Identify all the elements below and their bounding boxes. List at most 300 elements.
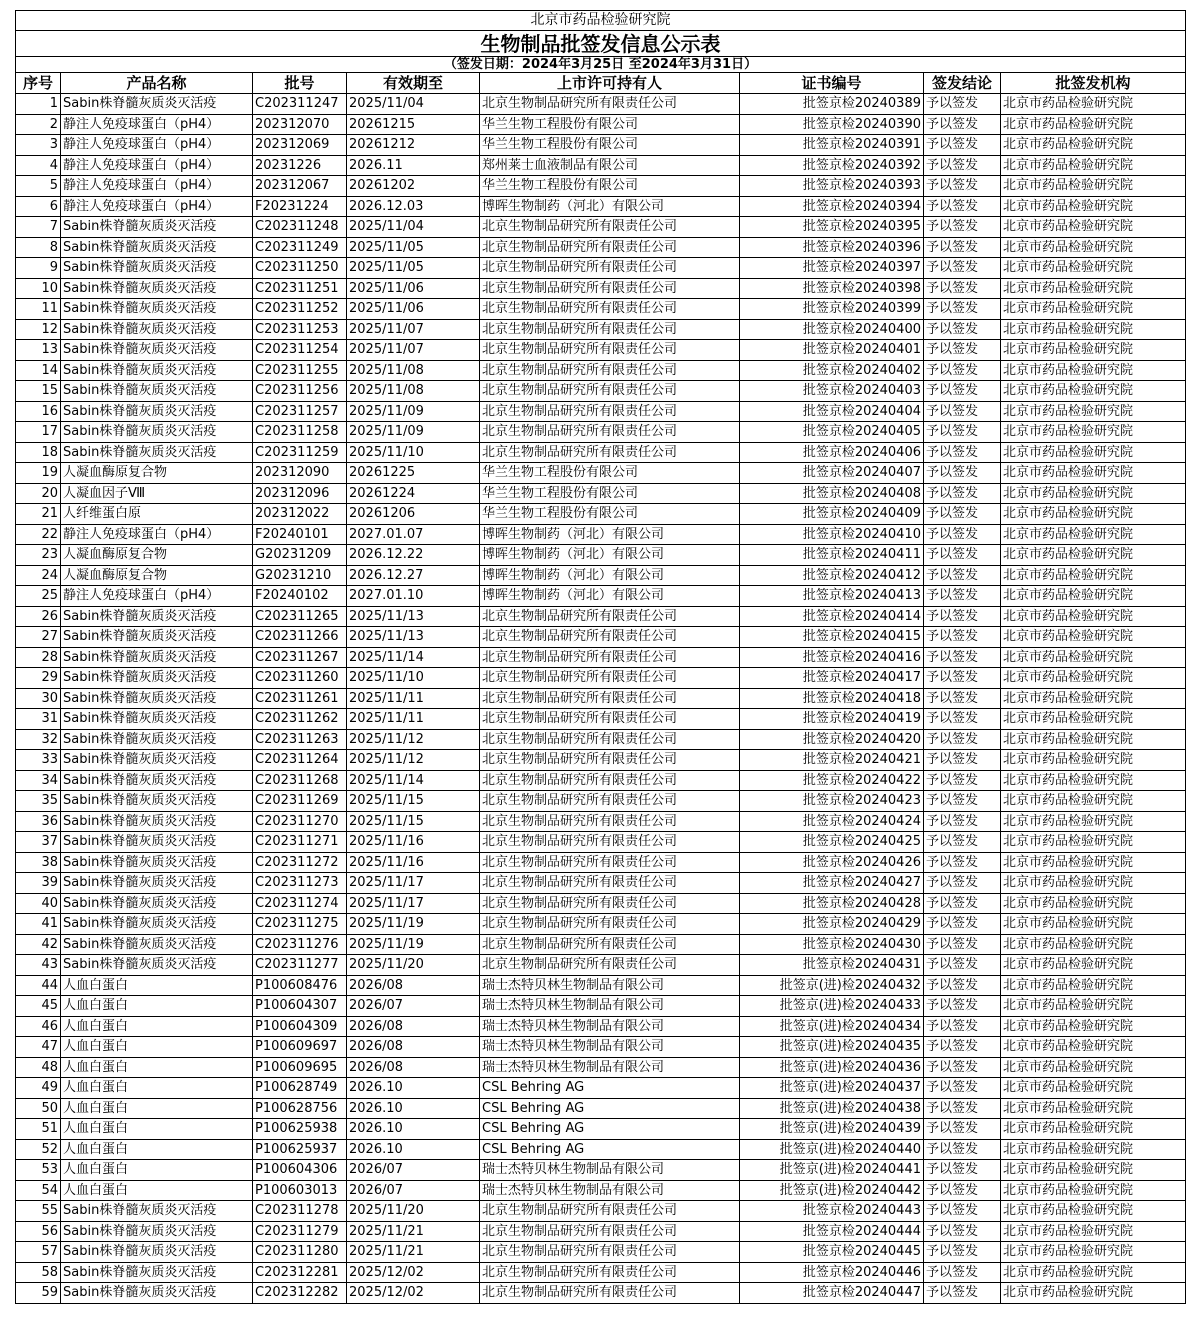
conclusion: 予以签发 <box>924 873 1001 894</box>
conclusion: 予以签发 <box>924 94 1001 115</box>
batch-number: G20231209 <box>253 545 347 566</box>
license-holder: 北京生物制品研究所有限责任公司 <box>480 770 740 791</box>
license-holder: 瑞士杰特贝林生物制品有限公司 <box>480 1180 740 1201</box>
table-row <box>16 729 1186 750</box>
table-row <box>16 196 1186 217</box>
conclusion: 予以签发 <box>924 1098 1001 1119</box>
license-holder: 华兰生物工程股份有限公司 <box>480 463 740 484</box>
product-name: Sabin株脊髓灰质炎灭活疫 <box>61 873 253 894</box>
expiry-date: 2025/11/14 <box>347 770 480 791</box>
serial-number: 12 <box>16 319 61 340</box>
license-holder: 瑞士杰特贝林生物制品有限公司 <box>480 1037 740 1058</box>
issuing-agency: 北京市药品检验研究院 <box>1001 565 1186 586</box>
table-row <box>16 299 1186 320</box>
certificate-number: 批签京检20240420 <box>740 729 924 750</box>
conclusion: 予以签发 <box>924 360 1001 381</box>
product-name: 静注人免疫球蛋白（pH4） <box>61 114 253 135</box>
header-expiry: 有效期至 <box>347 73 480 94</box>
certificate-number: 批签京检20240430 <box>740 934 924 955</box>
batch-number: 202312067 <box>253 176 347 197</box>
issuing-agency: 北京市药品检验研究院 <box>1001 709 1186 730</box>
conclusion: 予以签发 <box>924 627 1001 648</box>
conclusion: 予以签发 <box>924 176 1001 197</box>
table-row <box>16 893 1186 914</box>
issuing-agency: 北京市药品检验研究院 <box>1001 504 1186 525</box>
serial-number: 41 <box>16 914 61 935</box>
batch-number: P100628756 <box>253 1098 347 1119</box>
batch-number: P100608476 <box>253 975 347 996</box>
expiry-date: 2025/11/13 <box>347 606 480 627</box>
conclusion: 予以签发 <box>924 504 1001 525</box>
product-name: Sabin株脊髓灰质炎灭活疫 <box>61 258 253 279</box>
license-holder: 北京生物制品研究所有限责任公司 <box>480 873 740 894</box>
product-name: Sabin株脊髓灰质炎灭活疫 <box>61 770 253 791</box>
conclusion: 予以签发 <box>924 1037 1001 1058</box>
batch-number: 202312022 <box>253 504 347 525</box>
table-row <box>16 524 1186 545</box>
license-holder: 北京生物制品研究所有限责任公司 <box>480 832 740 853</box>
batch-number: C202311268 <box>253 770 347 791</box>
expiry-date: 2026.10 <box>347 1098 480 1119</box>
product-name: Sabin株脊髓灰质炎灭活疫 <box>61 299 253 320</box>
product-name: 人血白蛋白 <box>61 1139 253 1160</box>
license-holder: 博晖生物制药（河北）有限公司 <box>480 196 740 217</box>
expiry-date: 2025/11/11 <box>347 709 480 730</box>
issuing-agency: 北京市药品检验研究院 <box>1001 996 1186 1017</box>
license-holder: 北京生物制品研究所有限责任公司 <box>480 647 740 668</box>
batch-number: P100604309 <box>253 1016 347 1037</box>
serial-number: 44 <box>16 975 61 996</box>
serial-number: 39 <box>16 873 61 894</box>
conclusion: 予以签发 <box>924 114 1001 135</box>
issuing-agency: 北京市药品检验研究院 <box>1001 483 1186 504</box>
expiry-date: 2026/08 <box>347 1016 480 1037</box>
serial-number: 4 <box>16 155 61 176</box>
conclusion: 予以签发 <box>924 565 1001 586</box>
license-holder: 瑞士杰特贝林生物制品有限公司 <box>480 1057 740 1078</box>
certificate-number: 批签京检20240415 <box>740 627 924 648</box>
batch-number: P100604306 <box>253 1160 347 1181</box>
conclusion: 予以签发 <box>924 1221 1001 1242</box>
license-holder: 北京生物制品研究所有限责任公司 <box>480 750 740 771</box>
conclusion: 予以签发 <box>924 1119 1001 1140</box>
product-name: 人血白蛋白 <box>61 1119 253 1140</box>
certificate-number: 批签京检20240444 <box>740 1221 924 1242</box>
conclusion: 予以签发 <box>924 647 1001 668</box>
serial-number: 52 <box>16 1139 61 1160</box>
conclusion: 予以签发 <box>924 155 1001 176</box>
certificate-number: 批签京(进)检20240439 <box>740 1119 924 1140</box>
table-row <box>16 1098 1186 1119</box>
table-row <box>16 1160 1186 1181</box>
batch-number: C202311261 <box>253 688 347 709</box>
expiry-date: 2025/11/13 <box>347 627 480 648</box>
table-row <box>16 135 1186 156</box>
batch-number: P100609695 <box>253 1057 347 1078</box>
table-row <box>16 381 1186 402</box>
header-product-name: 产品名称 <box>61 73 253 94</box>
serial-number: 3 <box>16 135 61 156</box>
table-row <box>16 1180 1186 1201</box>
serial-number: 30 <box>16 688 61 709</box>
conclusion: 予以签发 <box>924 299 1001 320</box>
license-holder: 北京生物制品研究所有限责任公司 <box>480 627 740 648</box>
issuing-agency: 北京市药品检验研究院 <box>1001 852 1186 873</box>
table-row <box>16 360 1186 381</box>
issuing-agency: 北京市药品检验研究院 <box>1001 524 1186 545</box>
batch-number: C202311253 <box>253 319 347 340</box>
batch-number: C202311263 <box>253 729 347 750</box>
serial-number: 34 <box>16 770 61 791</box>
product-name: Sabin株脊髓灰质炎灭活疫 <box>61 914 253 935</box>
expiry-date: 2025/11/06 <box>347 299 480 320</box>
batch-number: C202311257 <box>253 401 347 422</box>
batch-number: C202311251 <box>253 278 347 299</box>
conclusion: 予以签发 <box>924 135 1001 156</box>
issuing-agency: 北京市药品检验研究院 <box>1001 237 1186 258</box>
issuing-agency: 北京市药品检验研究院 <box>1001 1098 1186 1119</box>
batch-number: C202311262 <box>253 709 347 730</box>
serial-number: 47 <box>16 1037 61 1058</box>
batch-number: C202311249 <box>253 237 347 258</box>
serial-number: 37 <box>16 832 61 853</box>
expiry-date: 2025/11/21 <box>347 1242 480 1263</box>
table-row <box>16 1242 1186 1263</box>
certificate-number: 批签京检20240394 <box>740 196 924 217</box>
conclusion: 予以签发 <box>924 1139 1001 1160</box>
certificate-number: 批签京检20240392 <box>740 155 924 176</box>
issuing-agency: 北京市药品检验研究院 <box>1001 217 1186 238</box>
product-name: 人血白蛋白 <box>61 1160 253 1181</box>
batch-number: C202311267 <box>253 647 347 668</box>
serial-number: 20 <box>16 483 61 504</box>
table-row <box>16 1016 1186 1037</box>
table-row <box>16 750 1186 771</box>
serial-number: 8 <box>16 237 61 258</box>
table-row <box>16 1262 1186 1283</box>
conclusion: 予以签发 <box>924 483 1001 504</box>
expiry-date: 2025/11/15 <box>347 791 480 812</box>
license-holder: 北京生物制品研究所有限责任公司 <box>480 278 740 299</box>
header-certificate-number: 证书编号 <box>740 73 924 94</box>
table-row <box>16 873 1186 894</box>
conclusion: 予以签发 <box>924 996 1001 1017</box>
table-row <box>16 1283 1186 1304</box>
expiry-date: 2025/11/16 <box>347 832 480 853</box>
serial-number: 27 <box>16 627 61 648</box>
certificate-number: 批签京检20240404 <box>740 401 924 422</box>
license-holder: 华兰生物工程股份有限公司 <box>480 483 740 504</box>
product-name: 人血白蛋白 <box>61 996 253 1017</box>
certificate-number: 批签京(进)检20240438 <box>740 1098 924 1119</box>
expiry-date: 20261215 <box>347 114 480 135</box>
expiry-date: 20261202 <box>347 176 480 197</box>
product-name: Sabin株脊髓灰质炎灭活疫 <box>61 401 253 422</box>
certificate-number: 批签京(进)检20240437 <box>740 1078 924 1099</box>
conclusion: 予以签发 <box>924 1180 1001 1201</box>
issuing-agency: 北京市药品检验研究院 <box>1001 176 1186 197</box>
serial-number: 42 <box>16 934 61 955</box>
product-name: Sabin株脊髓灰质炎灭活疫 <box>61 237 253 258</box>
issuing-agency: 北京市药品检验研究院 <box>1001 750 1186 771</box>
license-holder: 北京生物制品研究所有限责任公司 <box>480 1201 740 1222</box>
product-name: Sabin株脊髓灰质炎灭活疫 <box>61 627 253 648</box>
expiry-date: 2025/11/08 <box>347 360 480 381</box>
license-holder: 北京生物制品研究所有限责任公司 <box>480 606 740 627</box>
license-holder: 北京生物制品研究所有限责任公司 <box>480 688 740 709</box>
product-name: 静注人免疫球蛋白（pH4） <box>61 586 253 607</box>
release-info-table <box>15 10 1186 1304</box>
serial-number: 6 <box>16 196 61 217</box>
certificate-number: 批签京检20240416 <box>740 647 924 668</box>
table-row <box>16 422 1186 443</box>
table-row <box>16 217 1186 238</box>
batch-number: C202311279 <box>253 1221 347 1242</box>
license-holder: 北京生物制品研究所有限责任公司 <box>480 1283 740 1304</box>
table-row <box>16 586 1186 607</box>
conclusion: 予以签发 <box>924 196 1001 217</box>
serial-number: 53 <box>16 1160 61 1181</box>
serial-number: 56 <box>16 1221 61 1242</box>
certificate-number: 批签京检20240445 <box>740 1242 924 1263</box>
issuing-agency: 北京市药品检验研究院 <box>1001 873 1186 894</box>
column-header-row <box>16 73 1186 94</box>
serial-number: 57 <box>16 1242 61 1263</box>
conclusion: 予以签发 <box>924 770 1001 791</box>
certificate-number: 批签京检20240406 <box>740 442 924 463</box>
license-holder: 北京生物制品研究所有限责任公司 <box>480 442 740 463</box>
expiry-date: 2027.01.10 <box>347 586 480 607</box>
table-row <box>16 94 1186 115</box>
serial-number: 59 <box>16 1283 61 1304</box>
issuing-agency: 北京市药品检验研究院 <box>1001 647 1186 668</box>
expiry-date: 2025/11/05 <box>347 237 480 258</box>
expiry-date: 2026/07 <box>347 996 480 1017</box>
expiry-date: 2025/11/14 <box>347 647 480 668</box>
conclusion: 予以签发 <box>924 811 1001 832</box>
batch-number: C202311272 <box>253 852 347 873</box>
serial-number: 25 <box>16 586 61 607</box>
serial-number: 24 <box>16 565 61 586</box>
issuing-agency: 北京市药品检验研究院 <box>1001 299 1186 320</box>
issuing-agency: 北京市药品检验研究院 <box>1001 688 1186 709</box>
product-name: 人纤维蛋白原 <box>61 504 253 525</box>
product-name: 人凝血酶原复合物 <box>61 565 253 586</box>
license-holder: 博晖生物制药（河北）有限公司 <box>480 586 740 607</box>
serial-number: 17 <box>16 422 61 443</box>
product-name: Sabin株脊髓灰质炎灭活疫 <box>61 442 253 463</box>
expiry-date: 2025/11/09 <box>347 401 480 422</box>
serial-number: 22 <box>16 524 61 545</box>
product-name: Sabin株脊髓灰质炎灭活疫 <box>61 668 253 689</box>
issuing-agency: 北京市药品检验研究院 <box>1001 627 1186 648</box>
serial-number: 11 <box>16 299 61 320</box>
table-row <box>16 504 1186 525</box>
table-row <box>16 237 1186 258</box>
conclusion: 予以签发 <box>924 750 1001 771</box>
certificate-number: 批签京检20240424 <box>740 811 924 832</box>
conclusion: 予以签发 <box>924 545 1001 566</box>
issuing-agency: 北京市药品检验研究院 <box>1001 340 1186 361</box>
issuing-agency: 北京市药品检验研究院 <box>1001 1283 1186 1304</box>
license-holder: 博晖生物制药（河北）有限公司 <box>480 565 740 586</box>
expiry-date: 2025/11/10 <box>347 668 480 689</box>
issuing-agency: 北京市药品检验研究院 <box>1001 422 1186 443</box>
batch-number: C202311255 <box>253 360 347 381</box>
serial-number: 2 <box>16 114 61 135</box>
license-holder: 北京生物制品研究所有限责任公司 <box>480 237 740 258</box>
product-name: 静注人免疫球蛋白（pH4） <box>61 135 253 156</box>
serial-number: 38 <box>16 852 61 873</box>
header-serial: 序号 <box>16 73 61 94</box>
license-holder: 瑞士杰特贝林生物制品有限公司 <box>480 1016 740 1037</box>
serial-number: 54 <box>16 1180 61 1201</box>
license-holder: 瑞士杰特贝林生物制品有限公司 <box>480 975 740 996</box>
product-name: 人血白蛋白 <box>61 1057 253 1078</box>
expiry-date: 2025/11/09 <box>347 422 480 443</box>
product-name: Sabin株脊髓灰质炎灭活疫 <box>61 852 253 873</box>
certificate-number: 批签京检20240393 <box>740 176 924 197</box>
issuing-agency: 北京市药品检验研究院 <box>1001 463 1186 484</box>
serial-number: 13 <box>16 340 61 361</box>
expiry-date: 2025/12/02 <box>347 1262 480 1283</box>
table-row <box>16 483 1186 504</box>
conclusion: 予以签发 <box>924 688 1001 709</box>
product-name: 静注人免疫球蛋白（pH4） <box>61 196 253 217</box>
conclusion: 予以签发 <box>924 463 1001 484</box>
license-holder: CSL Behring AG <box>480 1098 740 1119</box>
conclusion: 予以签发 <box>924 258 1001 279</box>
batch-number: P100625937 <box>253 1139 347 1160</box>
expiry-date: 20261225 <box>347 463 480 484</box>
certificate-number: 批签京检20240428 <box>740 893 924 914</box>
table-row <box>16 914 1186 935</box>
product-name: Sabin株脊髓灰质炎灭活疫 <box>61 278 253 299</box>
product-name: 人血白蛋白 <box>61 1098 253 1119</box>
conclusion: 予以签发 <box>924 893 1001 914</box>
batch-number: 202312090 <box>253 463 347 484</box>
certificate-number: 批签京检20240401 <box>740 340 924 361</box>
batch-number: C202311265 <box>253 606 347 627</box>
batch-number: C202311269 <box>253 791 347 812</box>
table-row <box>16 1057 1186 1078</box>
license-holder: CSL Behring AG <box>480 1139 740 1160</box>
serial-number: 33 <box>16 750 61 771</box>
batch-number: C202311280 <box>253 1242 347 1263</box>
conclusion: 予以签发 <box>924 586 1001 607</box>
table-row <box>16 832 1186 853</box>
batch-number: 202312096 <box>253 483 347 504</box>
license-holder: 北京生物制品研究所有限责任公司 <box>480 1262 740 1283</box>
table-row <box>16 709 1186 730</box>
certificate-number: 批签京检20240423 <box>740 791 924 812</box>
expiry-date: 2025/11/15 <box>347 811 480 832</box>
table-row <box>16 114 1186 135</box>
certificate-number: 批签京检20240429 <box>740 914 924 935</box>
product-name: Sabin株脊髓灰质炎灭活疫 <box>61 1283 253 1304</box>
expiry-date: 20261212 <box>347 135 480 156</box>
product-name: Sabin株脊髓灰质炎灭活疫 <box>61 360 253 381</box>
serial-number: 51 <box>16 1119 61 1140</box>
product-name: 人血白蛋白 <box>61 975 253 996</box>
conclusion: 予以签发 <box>924 791 1001 812</box>
expiry-date: 2026/07 <box>347 1180 480 1201</box>
serial-number: 7 <box>16 217 61 238</box>
issuing-agency: 北京市药品检验研究院 <box>1001 1119 1186 1140</box>
certificate-number: 批签京检20240391 <box>740 135 924 156</box>
issuing-agency: 北京市药品检验研究院 <box>1001 668 1186 689</box>
expiry-date: 2026.12.03 <box>347 196 480 217</box>
conclusion: 予以签发 <box>924 1283 1001 1304</box>
serial-number: 45 <box>16 996 61 1017</box>
conclusion: 予以签发 <box>924 1201 1001 1222</box>
certificate-number: 批签京(进)检20240436 <box>740 1057 924 1078</box>
license-holder: 华兰生物工程股份有限公司 <box>480 504 740 525</box>
issuing-agency: 北京市药品检验研究院 <box>1001 1180 1186 1201</box>
product-name: 静注人免疫球蛋白（pH4） <box>61 524 253 545</box>
certificate-number: 批签京(进)检20240433 <box>740 996 924 1017</box>
expiry-date: 2025/11/19 <box>347 914 480 935</box>
issuing-agency: 北京市药品检验研究院 <box>1001 319 1186 340</box>
license-holder: 北京生物制品研究所有限责任公司 <box>480 914 740 935</box>
expiry-date: 2025/11/21 <box>347 1221 480 1242</box>
conclusion: 予以签发 <box>924 975 1001 996</box>
table-row <box>16 1139 1186 1160</box>
product-name: Sabin株脊髓灰质炎灭活疫 <box>61 340 253 361</box>
conclusion: 予以签发 <box>924 401 1001 422</box>
conclusion: 予以签发 <box>924 1078 1001 1099</box>
product-name: Sabin株脊髓灰质炎灭活疫 <box>61 893 253 914</box>
license-holder: 郑州莱士血液制品有限公司 <box>480 155 740 176</box>
table-row <box>16 852 1186 873</box>
table-row <box>16 627 1186 648</box>
expiry-date: 2025/11/07 <box>347 340 480 361</box>
license-holder: 北京生物制品研究所有限责任公司 <box>480 811 740 832</box>
license-holder: 华兰生物工程股份有限公司 <box>480 135 740 156</box>
certificate-number: 批签京检20240446 <box>740 1262 924 1283</box>
expiry-date: 2026.12.27 <box>347 565 480 586</box>
product-name: Sabin株脊髓灰质炎灭活疫 <box>61 217 253 238</box>
issuing-agency: 北京市药品检验研究院 <box>1001 832 1186 853</box>
expiry-date: 2027.01.07 <box>347 524 480 545</box>
conclusion: 予以签发 <box>924 278 1001 299</box>
issuing-agency: 北京市药品检验研究院 <box>1001 1201 1186 1222</box>
product-name: Sabin株脊髓灰质炎灭活疫 <box>61 1201 253 1222</box>
license-holder: 北京生物制品研究所有限责任公司 <box>480 217 740 238</box>
expiry-date: 2025/11/04 <box>347 217 480 238</box>
issuing-agency: 北京市药品检验研究院 <box>1001 135 1186 156</box>
issuing-agency: 北京市药品检验研究院 <box>1001 1262 1186 1283</box>
table-row <box>16 1037 1186 1058</box>
conclusion: 予以签发 <box>924 914 1001 935</box>
batch-number: 20231226 <box>253 155 347 176</box>
expiry-date: 2026.12.22 <box>347 545 480 566</box>
issuing-agency: 北京市药品检验研究院 <box>1001 545 1186 566</box>
expiry-date: 2025/11/20 <box>347 1201 480 1222</box>
batch-number: 202312069 <box>253 135 347 156</box>
expiry-date: 2026/07 <box>347 1160 480 1181</box>
license-holder: 北京生物制品研究所有限责任公司 <box>480 422 740 443</box>
serial-number: 9 <box>16 258 61 279</box>
table-row <box>16 278 1186 299</box>
license-holder: 北京生物制品研究所有限责任公司 <box>480 934 740 955</box>
license-holder: 北京生物制品研究所有限责任公司 <box>480 709 740 730</box>
certificate-number: 批签京检20240407 <box>740 463 924 484</box>
serial-number: 29 <box>16 668 61 689</box>
serial-number: 31 <box>16 709 61 730</box>
certificate-number: 批签京检20240402 <box>740 360 924 381</box>
table-row <box>16 668 1186 689</box>
